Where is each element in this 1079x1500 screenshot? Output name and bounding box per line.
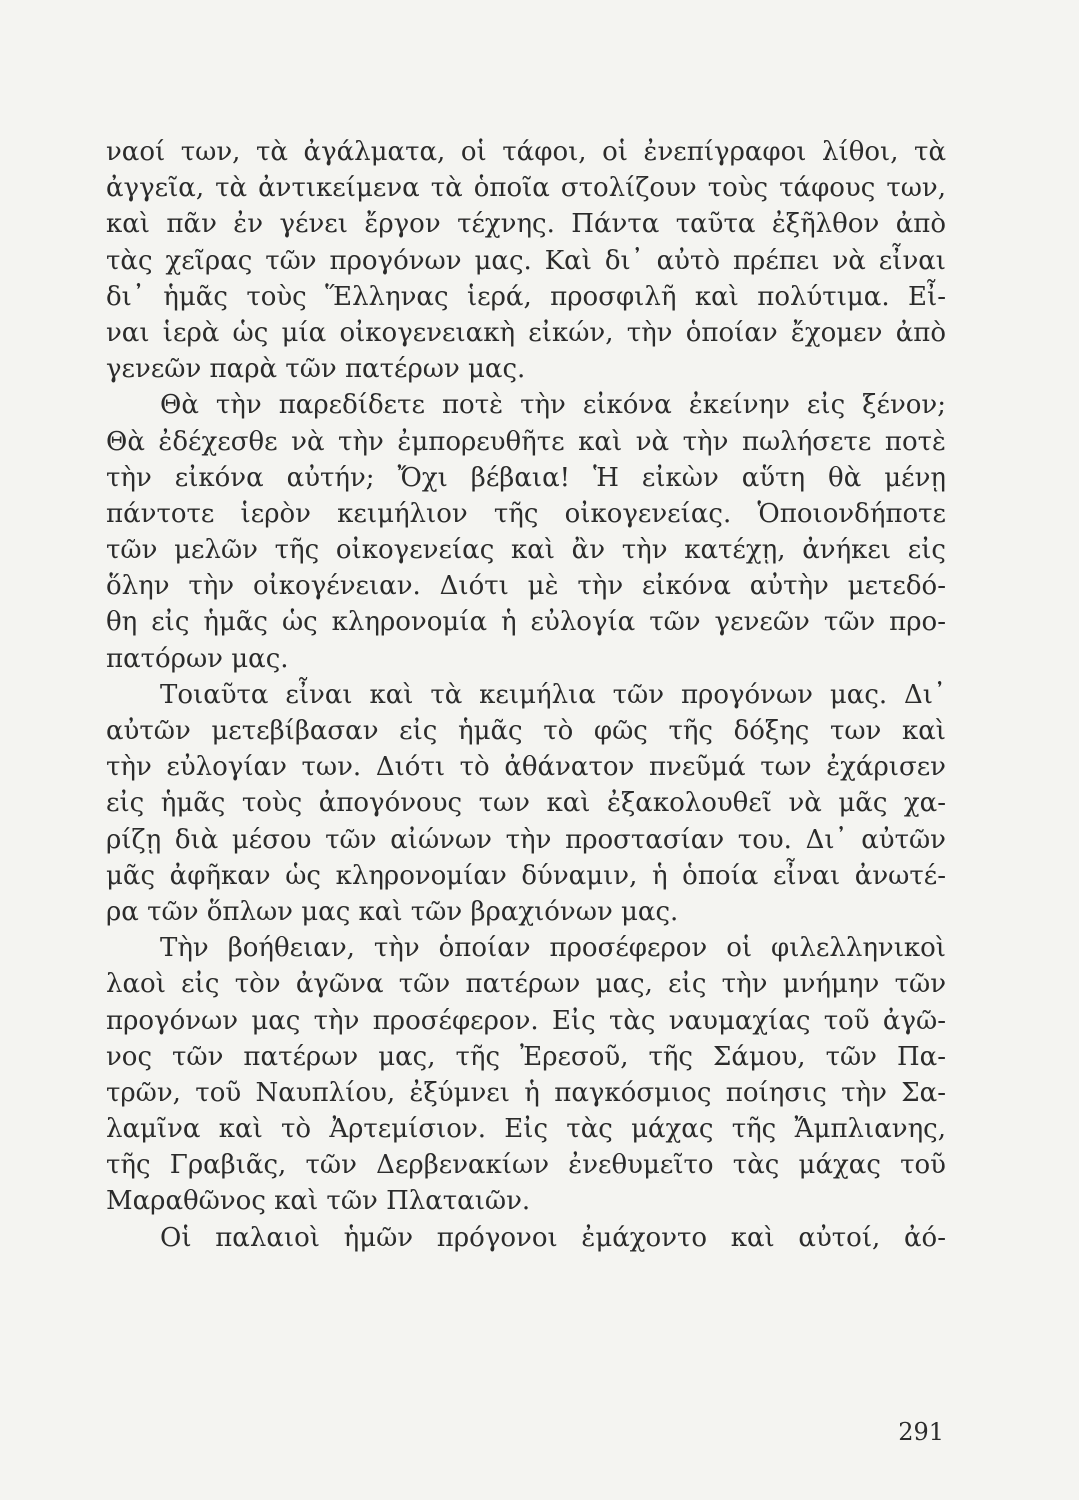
text-line: γενεῶν παρὰ τῶν πατέρων μας.	[106, 354, 526, 385]
text-line: προγόνων μας τὴν προσέφερον. Εἰς τὰς ναυμαχίας τοῦ ἀγῶ-	[106, 1005, 946, 1036]
text-line: ναι ἱερὰ ὡς μία οἰκογενειακὴ εἰκών, τὴν ὁποίαν ἔχομεν ἀπὸ	[106, 317, 946, 348]
text-line: Τοιαῦτα εἶναι καὶ τὰ κειμήλια τῶν προγόνων μας. Δι᾽	[160, 679, 946, 710]
text-line: τῆς Γραβιᾶς, τῶν Δερβενακίων ἐνεθυμεῖτο τὰς μάχας τοῦ	[106, 1150, 946, 1181]
page-number: 291	[898, 1418, 944, 1446]
text-line: τὴν εἰκόνα αὐτήν; Ὄχι βέβαια! Ἡ εἰκὼν αὕτη θὰ μένῃ	[106, 462, 946, 493]
text-line: λαοὶ εἰς τὸν ἀγῶνα τῶν πατέρων μας, εἰς τὴν μνήμην τῶν	[106, 969, 946, 1000]
text-line: αὐτῶν μετεβίβασαν εἰς ἡμᾶς τὸ φῶς τῆς δόξης των καὶ	[106, 716, 946, 746]
text-line: Θὰ ἐδέχεσθε νὰ τὴν ἐμπορευθῆτε καὶ νὰ τὴν πωλήσετε ποτὲ	[106, 426, 946, 457]
text-line: ἀγγεῖα, τὰ ἀντικείμενα τὰ ὁποῖα στολίζουν τοὺς τάφους των,	[106, 173, 946, 204]
text-line: ναοί των, τὰ ἀγάλματα, οἱ τάφοι, οἱ ἐνεπίγραφοι λίθοι, τὰ	[106, 137, 946, 167]
text-line: τῶν μελῶν τῆς οἰκογενείας καὶ ἂν τὴν κατέχῃ, ἀνήκει εἰς	[106, 535, 946, 566]
text-line: τρῶν, τοῦ Ναυπλίου, ἐξύμνει ἡ παγκόσμιος ποίησις τὴν Σα-	[106, 1077, 946, 1108]
text-line: λαμῖνα καὶ τὸ Ἀρτεμίσιον. Εἰς τὰς μάχας τῆς Ἄμπλιανης,	[106, 1114, 946, 1145]
text-line: Τὴν βοήθειαν, τὴν ὁποίαν προσέφερον οἱ φιλελληνικοὶ	[160, 933, 946, 964]
text-line: Μαραθῶνος καὶ τῶν Πλαταιῶν.	[106, 1186, 531, 1217]
text-line: ὅλην τὴν οἰκογένειαν. Διότι μὲ τὴν εἰκόνα αὐτὴν μετεδό-	[106, 571, 946, 602]
text-line: ρίζῃ διὰ μέσου τῶν αἰώνων τὴν προστασίαν του. Δι᾽ αὐτῶν	[106, 824, 946, 855]
text-line: πάντοτε ἱερὸν κειμήλιον τῆς οἰκογενείας. Ὁποιονδήποτε	[106, 498, 946, 529]
text-line: νος τῶν πατέρων μας, τῆς Ἐρεσοῦ, τῆς Σάμου, τῶν Πα-	[106, 1041, 946, 1072]
text-line: δι᾽ ἡμᾶς τοὺς Ἕλληνας ἱερά, προσφιλῆ καὶ πολύτιμα. Εἶ-	[106, 281, 946, 312]
text-line: ρα τῶν ὅπλων μας καὶ τῶν βραχιόνων μας.	[106, 896, 679, 927]
text-line: τὴν εὐλογίαν των. Διότι τὸ ἀθάνατον πνεῦμά των ἐχάρισεν	[106, 752, 946, 783]
text-line: τὰς χεῖρας τῶν προγόνων μας. Καὶ δι᾽ αὐτὸ πρέπει νὰ εἶναι	[106, 245, 946, 276]
body-text	[106, 134, 946, 1256]
text-line: μᾶς ἀφῆκαν ὡς κληρονομίαν δύναμιν, ἡ ὁποία εἶναι ἀνωτέ-	[106, 860, 946, 891]
text-line: πατόρων μας.	[106, 643, 289, 674]
text-line: Οἱ παλαιοὶ ἡμῶν πρόγονοι ἐμάχοντο καὶ αὐτοί, ἀό-	[160, 1222, 946, 1253]
text-line: εἰς ἡμᾶς τοὺς ἀπογόνους των καὶ ἐξακολουθεῖ νὰ μᾶς χα-	[106, 788, 946, 819]
text-line: Θὰ τὴν παρεδίδετε ποτὲ τὴν εἰκόνα ἐκείνην εἰς ξένον;	[160, 390, 946, 421]
text-line: καὶ πᾶν ἐν γένει ἔργον τέχνης. Πάντα ταῦτα ἐξῆλθον ἀπὸ	[106, 209, 946, 240]
text-line: θη εἰς ἡμᾶς ὡς κληρονομία ἡ εὐλογία τῶν γενεῶν τῶν προ-	[106, 607, 946, 638]
